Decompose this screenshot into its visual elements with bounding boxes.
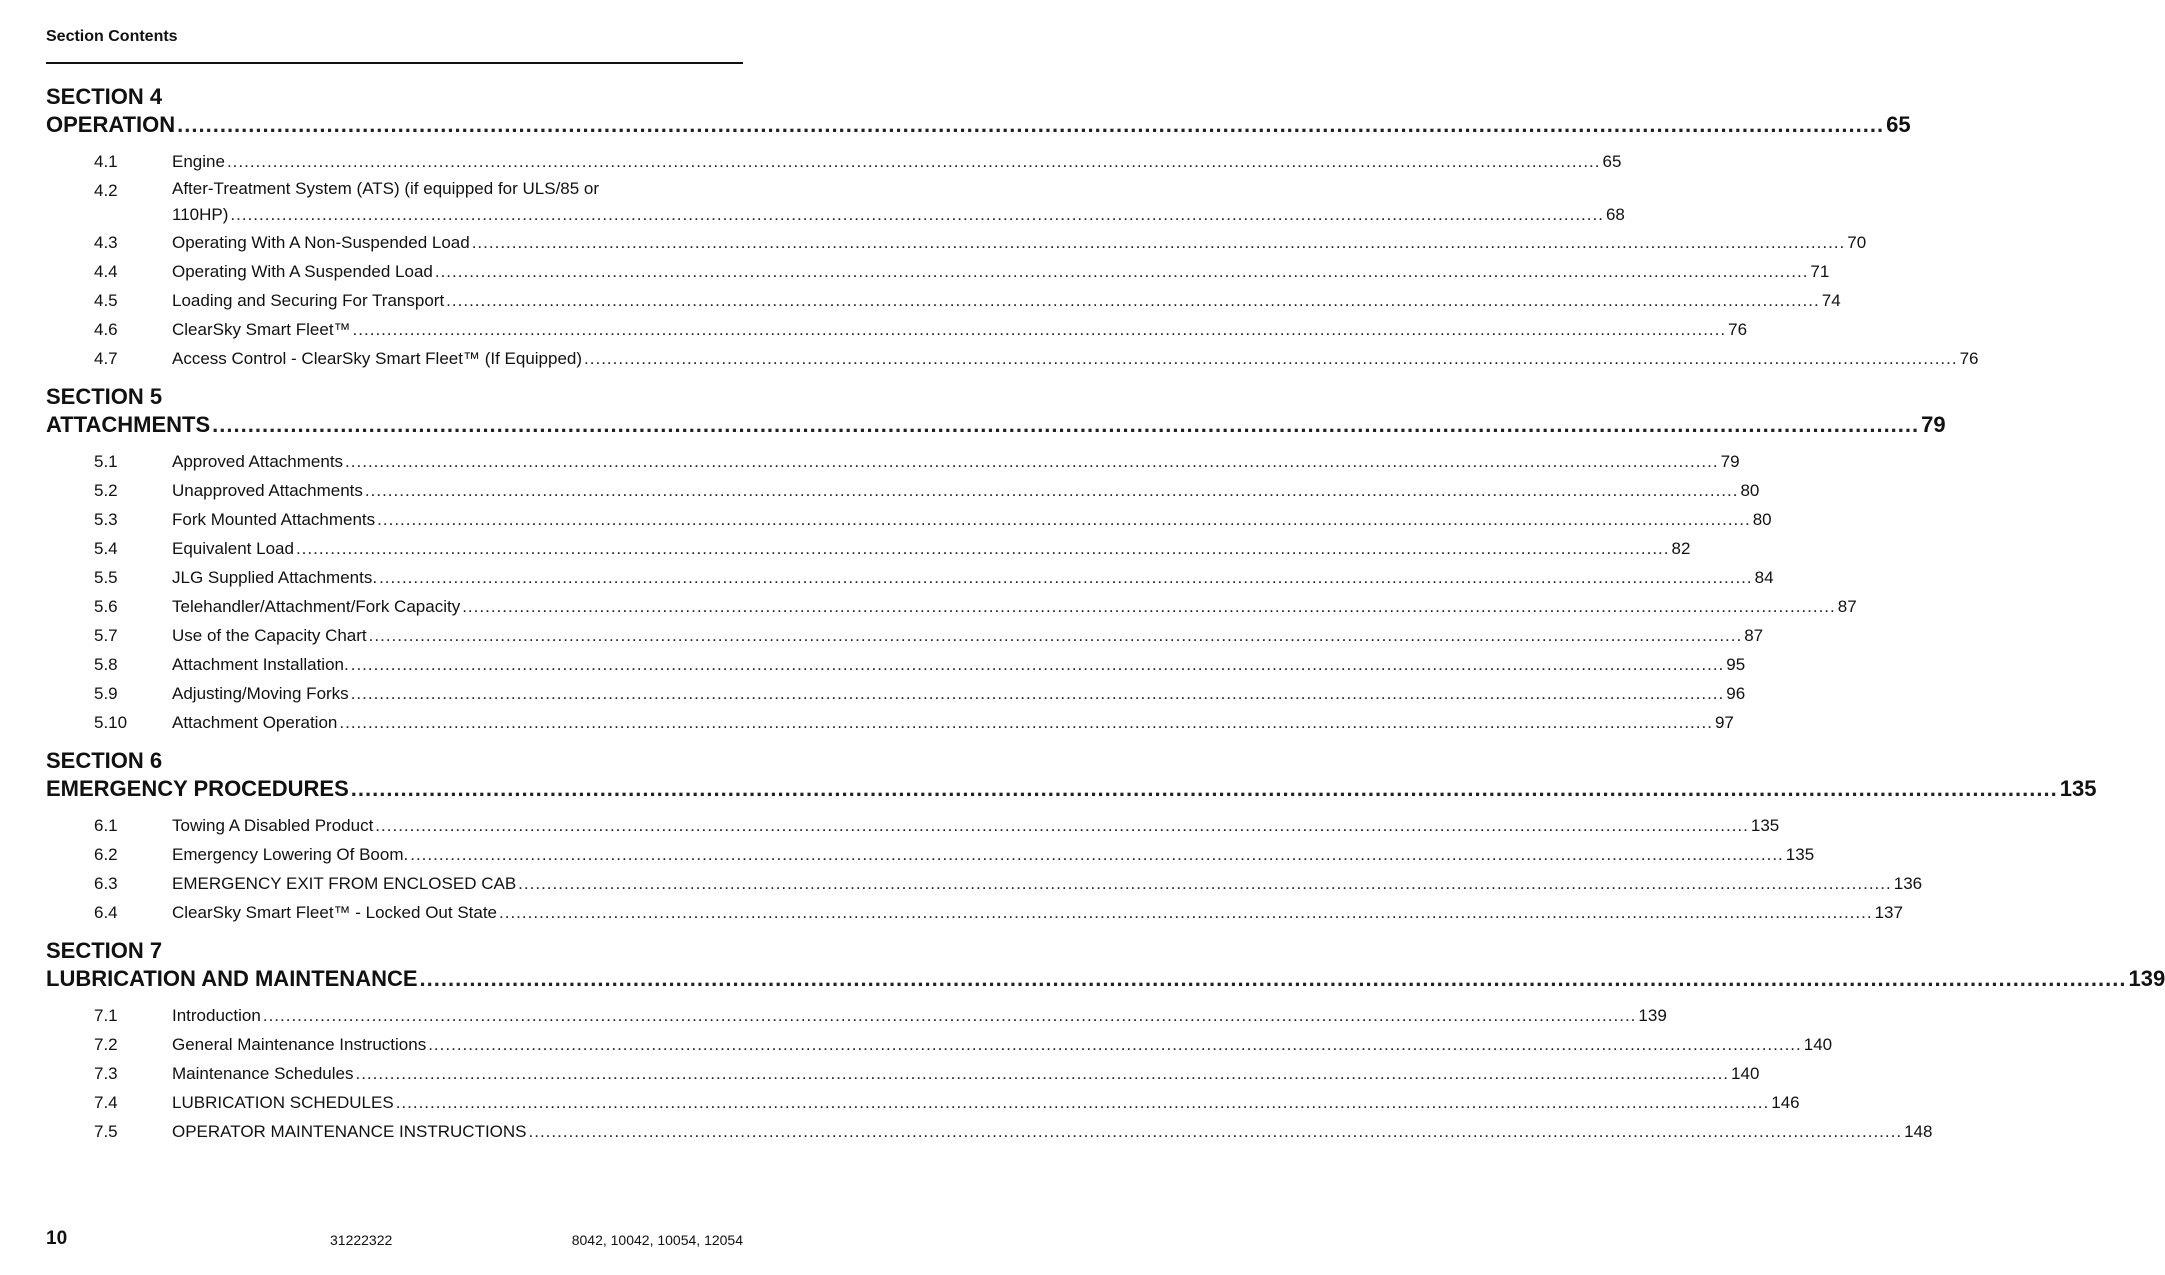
dot-leader [296, 534, 1670, 563]
section-title-row[interactable] [46, 965, 2165, 993]
entry-page: 74 [1821, 291, 1841, 310]
entry-title: Engine [172, 152, 225, 171]
section-title: ATTACHMENTS [46, 412, 211, 437]
entry-number: 6.2 [94, 845, 118, 864]
toc-section [46, 747, 2097, 927]
entry-number: 5.4 [94, 539, 118, 558]
dot-leader [177, 111, 1884, 139]
dot-leader [345, 447, 1719, 476]
entry-number: 7.2 [94, 1035, 118, 1054]
entry-page: 76 [1959, 349, 1979, 368]
toc-entry[interactable] [46, 315, 1748, 344]
dot-leader [529, 1117, 1903, 1146]
section-title: OPERATION [46, 112, 176, 137]
entry-page: 68 [1605, 205, 1625, 224]
entry-title: Approved Attachments [172, 452, 344, 471]
entry-title: General Maintenance Instructions [172, 1035, 427, 1054]
entry-number: 5.5 [94, 568, 118, 587]
footer-page-number: 10 [46, 1228, 68, 1249]
toc-entry[interactable] [46, 811, 1780, 840]
dot-leader [379, 563, 1753, 592]
entry-page: 148 [1904, 1122, 1933, 1141]
section-title-row[interactable] [46, 411, 1946, 439]
entry-page: 87 [1837, 597, 1857, 616]
dot-leader [472, 228, 1846, 257]
entry-page: 70 [1847, 233, 1867, 252]
entry-title: Fork Mounted Attachments [172, 510, 376, 529]
entry-number: 4.3 [94, 233, 118, 252]
toc-entry[interactable] [46, 1059, 1760, 1088]
dot-leader [230, 202, 1604, 228]
dot-leader [518, 869, 1892, 898]
section-entries [46, 447, 1857, 737]
toc-entry[interactable] [46, 1030, 1833, 1059]
dot-leader [369, 621, 1743, 650]
entry-page: 65 [1602, 152, 1622, 171]
toc-section [46, 83, 1979, 373]
entry-title: Attachment Installation. [172, 655, 349, 674]
dot-leader [227, 147, 1601, 176]
entry-title: Operating With A Non-Suspended Load [172, 233, 470, 252]
section-title: LUBRICATION AND MAINTENANCE [46, 966, 418, 991]
section-page: 65 [1886, 112, 1911, 137]
entry-number: 5.8 [94, 655, 118, 674]
entry-page: 76 [1728, 320, 1748, 339]
dot-leader [351, 650, 1725, 679]
page-header-title: Section Contents [46, 28, 178, 45]
entry-title: Attachment Operation [172, 713, 338, 732]
section-entries [46, 811, 1923, 927]
entry-title: Access Control - ClearSky Smart Fleet™ (If Equipped) [172, 349, 583, 368]
section-title-row[interactable] [46, 111, 1911, 139]
entry-number: 5.9 [94, 684, 118, 703]
entry-page: 140 [1731, 1064, 1760, 1083]
toc-entry[interactable] [46, 476, 1760, 505]
toc-entry[interactable] [46, 1001, 1667, 1030]
toc-entry[interactable] [46, 869, 1923, 898]
entry-page: 136 [1893, 874, 1923, 893]
entry-number: 5.10 [94, 713, 128, 732]
dot-leader [435, 257, 1809, 286]
entry-number: 4.7 [94, 349, 118, 368]
toc-entry[interactable] [46, 176, 1625, 228]
entry-title: ClearSky Smart Fleet™ - Locked Out State [172, 903, 498, 922]
entry-title: Equivalent Load [172, 539, 294, 558]
entry-page: 140 [1803, 1035, 1833, 1054]
entry-number: 7.5 [94, 1122, 118, 1141]
toc-entry[interactable] [46, 228, 1867, 257]
entry-page: 71 [1810, 262, 1830, 281]
entry-title: Adjusting/Moving Forks [172, 684, 349, 703]
section-label: SECTION 4 [46, 84, 163, 109]
section-label: SECTION 6 [46, 748, 163, 773]
toc-entry[interactable] [46, 286, 1841, 315]
dot-leader [462, 592, 1836, 621]
entry-title: Operating With A Suspended Load [172, 262, 433, 281]
dot-leader [353, 315, 1727, 344]
entry-number: 6.4 [94, 903, 118, 922]
entry-page: 82 [1671, 539, 1691, 558]
dot-leader [212, 411, 1919, 439]
dot-leader [420, 965, 2127, 993]
dot-leader [499, 898, 1873, 927]
section-page: 139 [2128, 966, 2165, 991]
entry-number: 4.1 [94, 152, 118, 171]
entry-title: 110HP) [172, 205, 229, 224]
entry-page: 84 [1754, 568, 1774, 587]
toc-entry[interactable] [46, 592, 1857, 621]
section-page: 79 [1921, 412, 1946, 437]
dot-leader [355, 1059, 1729, 1088]
entry-page: 135 [1785, 845, 1815, 864]
toc-section [46, 383, 1946, 737]
toc-entry[interactable] [46, 563, 1774, 592]
dot-leader [396, 1088, 1770, 1117]
entry-page: 80 [1752, 510, 1772, 529]
entry-page: 95 [1726, 655, 1746, 674]
toc-section [46, 937, 2165, 1146]
dot-leader [339, 708, 1713, 737]
entry-title: Use of the Capacity Chart [172, 626, 367, 645]
toc-entry[interactable] [46, 650, 1746, 679]
entry-page: 135 [1750, 816, 1780, 835]
footer-doc-number: 31222322 [330, 1232, 393, 1248]
entry-number: 5.6 [94, 597, 118, 616]
dot-leader [584, 344, 1958, 373]
section-label: SECTION 7 [46, 938, 163, 963]
dot-leader [375, 811, 1749, 840]
toc-entry[interactable] [46, 1117, 1933, 1146]
entry-title: Loading and Securing For Transport [172, 291, 445, 310]
entry-title: EMERGENCY EXIT FROM ENCLOSED CAB [172, 874, 517, 893]
entry-page: 79 [1720, 452, 1740, 471]
entry-title: LUBRICATION SCHEDULES [172, 1093, 394, 1112]
toc-entry[interactable] [46, 505, 1772, 534]
entry-number: 5.3 [94, 510, 118, 529]
entry-page: 137 [1874, 903, 1903, 922]
entry-title-line1: After-Treatment System (ATS) (if equipped for ULS/85 or [172, 179, 600, 198]
table-of-contents [46, 83, 2165, 1156]
entry-page: 96 [1726, 684, 1746, 703]
toc-entry[interactable] [46, 898, 1903, 927]
toc-entry[interactable] [46, 708, 1734, 737]
dot-leader [365, 476, 1739, 505]
entry-number: 7.4 [94, 1093, 118, 1112]
entry-number: 4.4 [94, 262, 118, 281]
toc-entry[interactable] [46, 534, 1691, 563]
toc-entry[interactable] [46, 447, 1740, 476]
entry-page: 139 [1638, 1006, 1667, 1025]
section-title: EMERGENCY PROCEDURES [46, 776, 349, 801]
section-entries [46, 1001, 1933, 1146]
entry-page: 80 [1740, 481, 1760, 500]
entry-page: 87 [1744, 626, 1764, 645]
toc-entry[interactable] [46, 840, 1815, 869]
entry-number: 7.1 [94, 1006, 118, 1025]
entry-page: 146 [1771, 1093, 1800, 1112]
entry-title: Emergency Lowering Of Boom. [172, 845, 409, 864]
section-label: SECTION 5 [46, 384, 163, 409]
toc-entry[interactable] [46, 621, 1764, 650]
header-rule [46, 62, 743, 64]
entry-page: 97 [1714, 713, 1734, 732]
dot-leader [351, 775, 2058, 803]
entry-number: 4.5 [94, 291, 118, 310]
entry-title: Unapproved Attachments [172, 481, 363, 500]
entry-title: ClearSky Smart Fleet™ [172, 320, 351, 339]
dot-leader [410, 840, 1784, 869]
entry-number: 4.6 [94, 320, 118, 339]
entry-number: 6.3 [94, 874, 118, 893]
entry-number: 5.7 [94, 626, 118, 645]
footer-models: 8042, 10042, 10054, 12054 [571, 1232, 743, 1248]
dot-leader [351, 679, 1725, 708]
entry-title: Telehandler/Attachment/Fork Capacity [172, 597, 461, 616]
section-title-row[interactable] [46, 775, 2097, 803]
entry-number: 5.2 [94, 481, 118, 500]
toc-entry[interactable] [46, 344, 1979, 373]
toc-entry[interactable] [46, 147, 1622, 176]
toc-entry[interactable] [46, 1088, 1800, 1117]
entry-number: 7.3 [94, 1064, 118, 1083]
section-entries [46, 147, 1979, 373]
toc-entry[interactable] [46, 679, 1746, 708]
entry-title: Introduction [172, 1006, 261, 1025]
entry-number: 4.2 [94, 181, 118, 200]
entry-number: 6.1 [94, 816, 118, 835]
entry-title: Maintenance Schedules [172, 1064, 354, 1083]
dot-leader [263, 1001, 1637, 1030]
dot-leader [377, 505, 1751, 534]
section-page: 135 [2059, 776, 2097, 801]
entry-title: JLG Supplied Attachments. [172, 568, 378, 587]
entry-title: OPERATOR MAINTENANCE INSTRUCTIONS [172, 1122, 527, 1141]
dot-leader [446, 286, 1820, 315]
dot-leader [428, 1030, 1802, 1059]
toc-entry[interactable] [46, 257, 1830, 286]
entry-number: 5.1 [94, 452, 118, 471]
entry-title: Towing A Disabled Product [172, 816, 374, 835]
